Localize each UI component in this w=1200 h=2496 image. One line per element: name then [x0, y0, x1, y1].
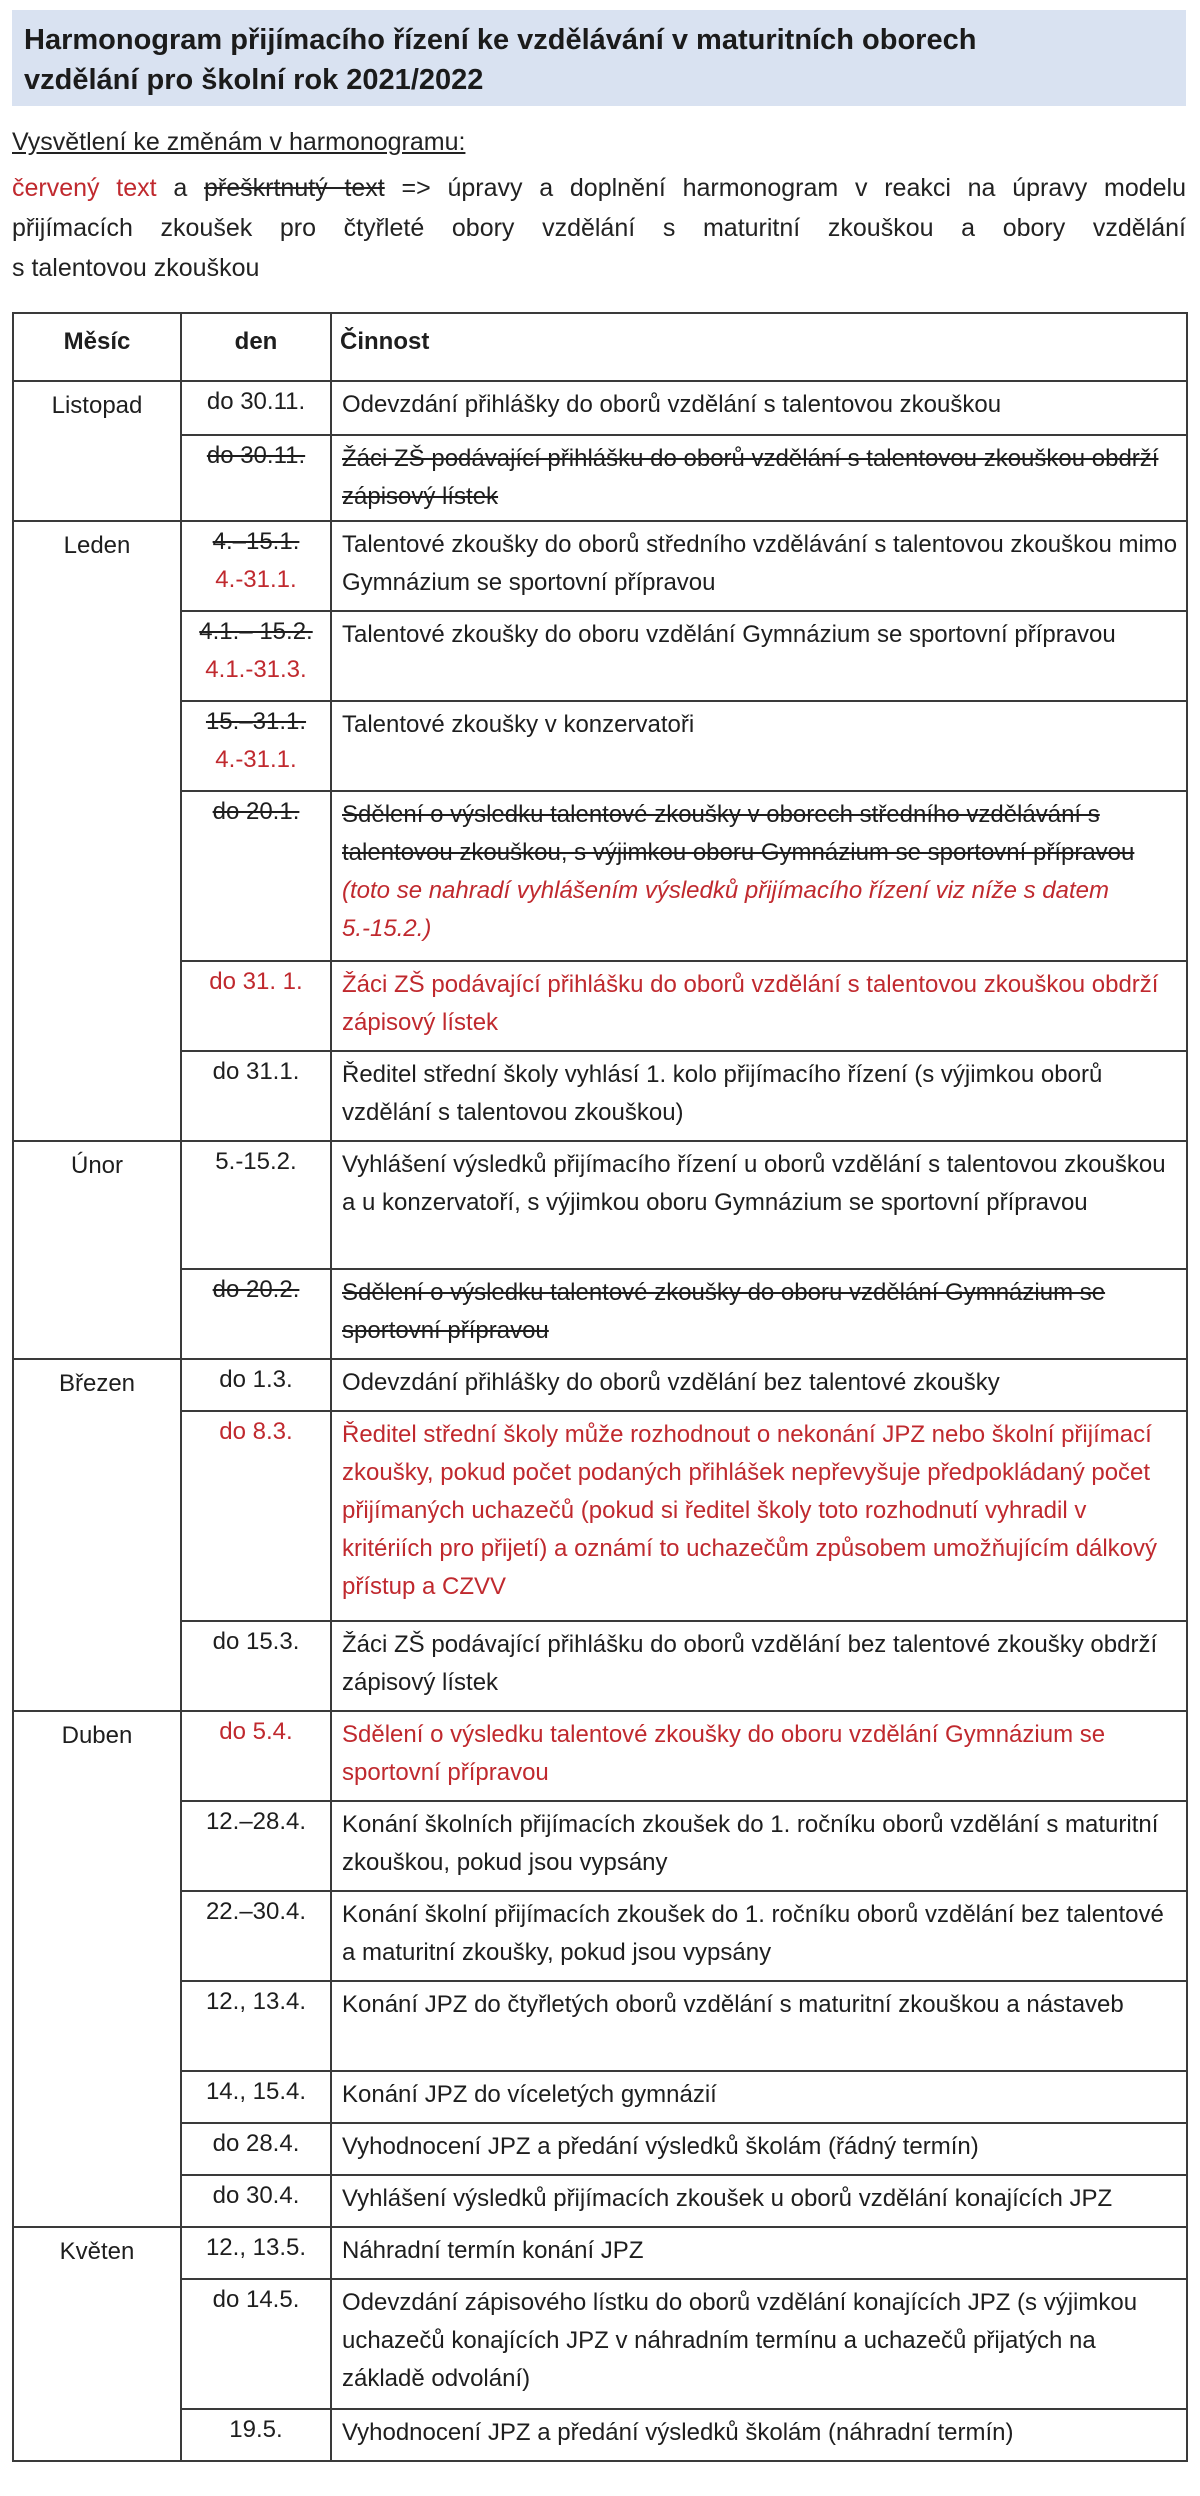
activity-cell: [331, 381, 1187, 435]
day-cell: [181, 1141, 331, 1269]
day-cell: [181, 381, 331, 435]
activity-text: (toto se nahradí vyhlášením výsledků přijímacího řízení viz níže s datem 5.-15.2.): [342, 877, 1110, 942]
activity-cell: [331, 2227, 1187, 2279]
day-cell: [181, 1711, 331, 1801]
day-text: 12., 13.4.: [205, 1988, 307, 2015]
day-text: 12., 13.5.: [205, 2234, 307, 2261]
schedule-body: [13, 381, 1187, 2461]
legend-conjunction: a: [156, 174, 205, 202]
activity-text: Konání školních přijímacích zkoušek do 1. ročníku oborů vzdělání s maturitní zkouškou, pokud jsou vypsány: [342, 1811, 1159, 1876]
table-row: [13, 1801, 1187, 1891]
day-text: do 28.4.: [212, 2130, 300, 2157]
day-cell: [181, 2409, 331, 2461]
table-row: [13, 1891, 1187, 1981]
day-cell: [181, 1981, 331, 2071]
month-cell: Duben: [13, 1711, 181, 2227]
table-row: [13, 381, 1187, 435]
table-row: [13, 2071, 1187, 2123]
activity-text: Konání JPZ do čtyřletých oborů vzdělání s maturitní zkouškou a nástaveb: [342, 1991, 1124, 2018]
day-cell: [181, 961, 331, 1051]
month-cell: Únor: [13, 1141, 181, 1359]
table-row: [13, 1141, 1187, 1269]
day-text: 4.–15.1.: [212, 528, 300, 555]
header-activity: Činnost: [331, 313, 1187, 381]
day-text: 14., 15.4.: [205, 2078, 307, 2105]
activity-text: Odevzdání přihlášky do oborů vzdělání bez talentové zkoušky: [342, 1369, 1000, 1396]
day-text: do 8.3.: [219, 1418, 293, 1445]
day-text: do 5.4.: [219, 1718, 293, 1745]
day-cell: [181, 2279, 331, 2409]
day-text: 4.1.-31.3.: [205, 656, 307, 683]
month-cell: Květen: [13, 2227, 181, 2461]
table-row: [13, 1269, 1187, 1359]
activity-text: Konání školní přijímacích zkoušek do 1. ročníku oborů vzdělání bez talentové a maturitní zkoušky, pokud jsou vypsány: [342, 1901, 1164, 1966]
activity-cell: [331, 1141, 1187, 1269]
table-row: [13, 791, 1187, 961]
table-row: [13, 1051, 1187, 1141]
table-row: [13, 1411, 1187, 1621]
day-cell: [181, 1411, 331, 1621]
day-cell: [181, 1891, 331, 1981]
activity-text: Vyhlášení výsledků přijímacích zkoušek u oborů vzdělání konajících JPZ: [342, 2185, 1113, 2212]
activity-text: Sdělení o výsledku talentové zkoušky v oborech středního vzdělávání s talentovou zkouškou, s výjimkou oboru Gymnázium se sportovní přípravou: [342, 801, 1135, 866]
table-row: [13, 611, 1187, 701]
day-text: do 30.11.: [206, 388, 306, 415]
table-row: [13, 1359, 1187, 1411]
activity-cell: [331, 521, 1187, 611]
day-text: 5.-15.2.: [215, 1148, 297, 1175]
table-row: [13, 521, 1187, 611]
activity-cell: [331, 1051, 1187, 1141]
table-row: [13, 961, 1187, 1051]
day-cell: [181, 2175, 331, 2227]
day-cell: [181, 1269, 331, 1359]
activity-cell: [331, 2175, 1187, 2227]
activity-cell: [331, 701, 1187, 791]
activity-cell: [331, 611, 1187, 701]
activity-cell: [331, 961, 1187, 1051]
activity-text: Odevzdání zápisového lístku do oborů vzdělání konajících JPZ (s výjimkou uchazečů konajících JPZ v náhradním termínu a uchazečů přijatých na základě odvolání): [342, 2289, 1138, 2392]
activity-text: Sdělení o výsledku talentové zkoušky do oboru vzdělání Gymnázium se sportovní přípravou: [342, 1279, 1106, 1344]
day-text: do 20.1.: [212, 798, 300, 825]
table-row: [13, 2175, 1187, 2227]
day-cell: [181, 1359, 331, 1411]
explanation-line-1-rest: => úpravy a doplnění harmonogram v reakci na úpravy modelu: [384, 174, 1186, 202]
table-header-row: [13, 313, 1187, 381]
activity-text: Sdělení o výsledku talentové zkoušky do oboru vzdělání Gymnázium se sportovní přípravou: [342, 1721, 1106, 1786]
activity-text: Žáci ZŠ podávající přihlášku do oborů vzdělání s talentovou zkouškou obdrží zápisový lístek: [342, 971, 1159, 1036]
day-text: do 14.5.: [212, 2286, 300, 2313]
table-row: [13, 1711, 1187, 1801]
day-text: 4.-31.1.: [215, 746, 297, 773]
day-text: 4.-31.1.: [215, 566, 297, 593]
month-cell: Listopad: [13, 381, 181, 521]
table-row: [13, 2123, 1187, 2175]
day-cell: [181, 611, 331, 701]
activity-cell: [331, 2123, 1187, 2175]
activity-cell: [331, 2279, 1187, 2409]
day-cell: [181, 701, 331, 791]
activity-cell: [331, 1891, 1187, 1981]
day-cell: [181, 1051, 331, 1141]
activity-text: Žáci ZŠ podávající přihlášku do oborů vzdělání s talentovou zkouškou obdrží zápisový lístek: [342, 445, 1159, 510]
red-text-legend: červený text: [12, 174, 157, 202]
activity-text: Vyhodnocení JPZ a předání výsledků školám (náhradní termín): [342, 2419, 1014, 2446]
schedule-table: [12, 312, 1188, 2462]
day-text: do 30.11.: [206, 442, 306, 469]
activity-text: Talentové zkoušky do oborů středního vzdělávání s talentovou zkouškou mimo Gymnázium se sportovní přípravou: [342, 531, 1178, 596]
activity-cell: [331, 2409, 1187, 2461]
activity-cell: [331, 1801, 1187, 1891]
table-row: [13, 2279, 1187, 2409]
activity-text: Talentové zkoušky do oboru vzdělání Gymnázium se sportovní přípravou: [342, 621, 1116, 648]
activity-text: Ředitel střední školy vyhlásí 1. kolo přijímacího řízení (s výjimkou oborů vzdělání s talentovou zkouškou): [342, 1061, 1103, 1126]
activity-text: Vyhlášení výsledků přijímacího řízení u oborů vzdělání s talentovou zkouškou a u konzervatoří, s výjimkou oboru Gymnázium se sportovní přípravou: [342, 1151, 1166, 1216]
day-text: do 15.3.: [212, 1628, 300, 1655]
explanation-line-1: [12, 168, 1186, 208]
day-cell: [181, 435, 331, 521]
day-cell: [181, 1621, 331, 1711]
day-cell: [181, 791, 331, 961]
explanation-line-2: přijímacích zkoušek pro čtyřleté obory vzdělání s maturitní zkouškou a obory vzdělání: [12, 214, 1186, 242]
activity-cell: [331, 1981, 1187, 2071]
changes-explanation: [12, 168, 1186, 288]
table-row: [13, 2409, 1187, 2461]
table-row: [13, 701, 1187, 791]
month-cell: Březen: [13, 1359, 181, 1711]
activity-text: Vyhodnocení JPZ a předání výsledků školám (řádný termín): [342, 2133, 979, 2160]
activity-cell: [331, 1621, 1187, 1711]
day-text: do 31.1.: [212, 1058, 300, 1085]
header-day: den: [181, 313, 331, 381]
day-text: 15.–31.1.: [205, 708, 307, 735]
month-cell: Leden: [13, 521, 181, 1141]
activity-cell: [331, 1269, 1187, 1359]
activity-cell: [331, 435, 1187, 521]
day-cell: [181, 2071, 331, 2123]
activity-text: Konání JPZ do víceletých gymnázií: [342, 2081, 717, 2108]
table-row: [13, 2227, 1187, 2279]
header-month: Měsíc: [13, 313, 181, 381]
activity-text: Odevzdání přihlášky do oborů vzdělání s talentovou zkouškou: [342, 391, 1002, 418]
day-cell: [181, 521, 331, 611]
activity-text: Ředitel střední školy může rozhodnout o nekonání JPZ nebo školní přijímací zkoušky, pokud počet podaných přihlášek nepřevyšuje předpokládaný počet přijímaných uchazečů (pokud si ředitel školy toto rozhodnutí vyhradil v kritériích pro přijetí) a oznámí to uchazečům způsobem umožňujícím dálkový přístup a CZVV: [342, 1421, 1158, 1600]
activity-cell: [331, 1411, 1187, 1621]
activity-cell: [331, 1711, 1187, 1801]
activity-text: Talentové zkoušky v konzervatoři: [342, 711, 695, 738]
strike-text-legend: přeškrtnutý text: [204, 174, 385, 202]
activity-text: Žáci ZŠ podávající přihlášku do oborů vzdělání bez talentové zkoušky obdrží zápisový lístek: [342, 1631, 1158, 1696]
day-text: do 1.3.: [219, 1366, 293, 1393]
table-row: [13, 1621, 1187, 1711]
day-text: 22.–30.4.: [205, 1898, 307, 1925]
activity-cell: [331, 791, 1187, 961]
table-row: [13, 435, 1187, 521]
day-text: do 30.4.: [212, 2182, 300, 2209]
day-cell: [181, 1801, 331, 1891]
day-text: do 31. 1.: [209, 968, 303, 995]
document-title: [12, 10, 1186, 106]
day-cell: [181, 2123, 331, 2175]
activity-cell: [331, 2071, 1187, 2123]
activity-text: Náhradní termín konání JPZ: [342, 2237, 644, 2264]
day-text: 12.–28.4.: [205, 1808, 307, 1835]
day-text: 19.5.: [229, 2416, 283, 2443]
title-line-1: Harmonogram přijímacího řízení ke vzdělávání v maturitních oborech: [24, 24, 977, 56]
changes-heading: Vysvětlení ke změnám v harmonogramu:: [12, 128, 466, 156]
day-text: do 20.2.: [212, 1276, 300, 1303]
table-row: [13, 1981, 1187, 2071]
day-cell: [181, 2227, 331, 2279]
day-text: 4.1.– 15.2.: [199, 618, 313, 645]
explanation-line-3: s talentovou zkouškou: [12, 254, 260, 282]
activity-cell: [331, 1359, 1187, 1411]
title-line-2: vzdělání pro školní rok 2021/2022: [24, 64, 484, 96]
